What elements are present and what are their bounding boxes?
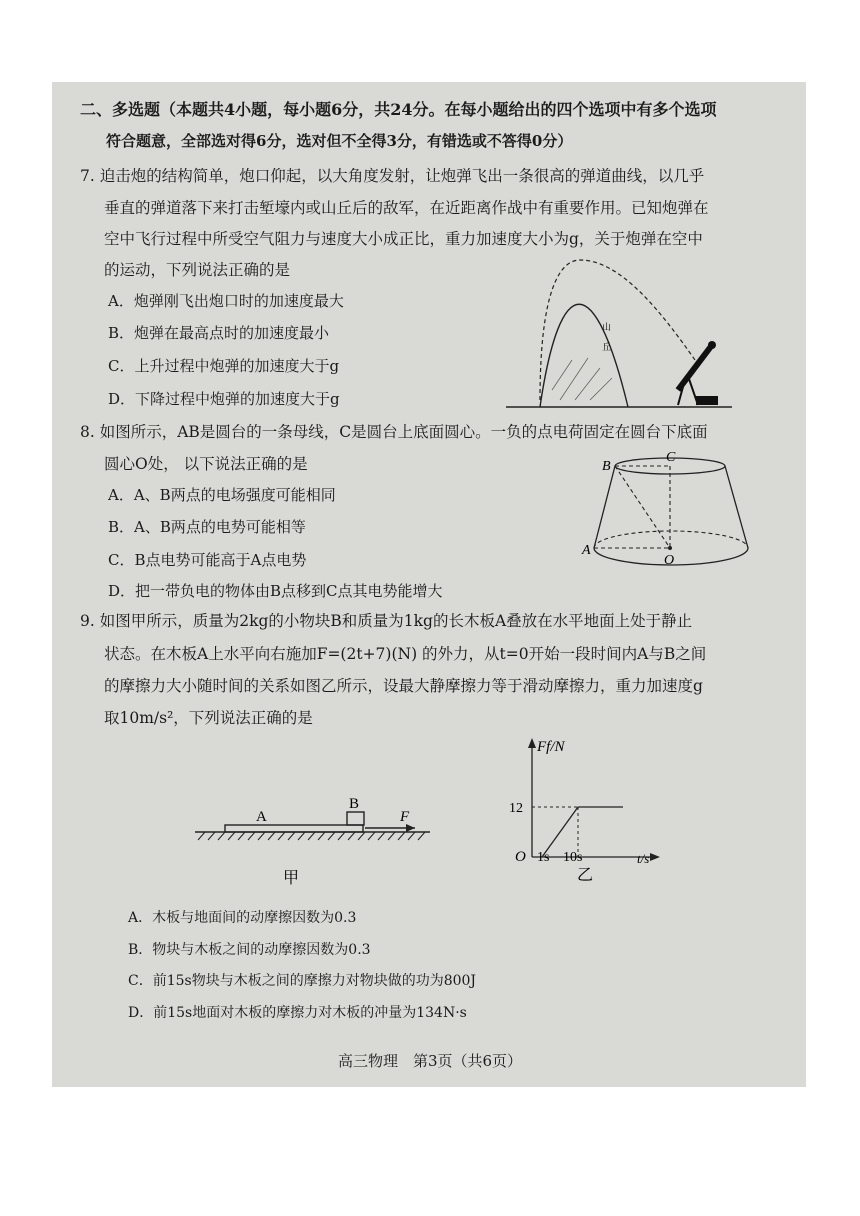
q9-figure-jia xyxy=(190,785,440,890)
x-tick-10s: 10s xyxy=(563,850,583,865)
hill-shading xyxy=(552,358,612,400)
q7-stem-line4: 的运动，下列说法正确的是 xyxy=(104,261,291,279)
section-header-line1: 二、多选题（本题共4小题，每小题6分，共24分。在每小题给出的四个选项中有多个选项 xyxy=(80,100,717,119)
q9-option-c: C．前15s物块与木板之间的摩擦力对物块做的功为800J xyxy=(128,973,477,989)
right-generatrix xyxy=(725,466,748,548)
label-A: A xyxy=(582,543,591,558)
page-footer: 高三物理 第3页（共6页） xyxy=(337,1052,523,1070)
x-axis-label: t/s xyxy=(637,851,650,866)
q9-figure-yi xyxy=(505,735,665,885)
y-tick-12: 12 xyxy=(509,801,523,816)
q9-option-a: A．木板与地面间的动摩擦因数为0.3 xyxy=(128,910,357,926)
q9-option-d: D．前15s地面对木板的摩擦力对木板的冲量为134N·s xyxy=(128,1005,467,1021)
origin-label: O xyxy=(515,849,526,865)
q7-option-c: C．上升过程中炮弹的加速度大于g xyxy=(108,357,340,375)
q9-option-b: B．物块与木板之间的动摩擦因数为0.3 xyxy=(128,942,371,958)
q7-option-b: B．炮弹在最高点时的加速度最小 xyxy=(108,324,330,342)
board-A xyxy=(225,825,363,832)
q8-stem-line2: 圆心O处， 以下说法正确的是 xyxy=(104,455,308,473)
q9-stem-line3: 的摩擦力大小随时间的关系如图乙所示，设最大静摩擦力等于滑动摩擦力，重力加速度g xyxy=(104,677,703,695)
y-axis-label: Ff/N xyxy=(537,739,565,755)
q7-stem-line1: 7. 迫击炮的结构简单，炮口仰起，以大角度发射，让炮弹飞出一条很高的弹道曲线，以几乎 xyxy=(80,167,705,185)
generatrix-AB xyxy=(594,466,615,548)
label-force-F: F xyxy=(400,809,410,825)
q8-option-c: C．B点电势可能高于A点电势 xyxy=(108,551,307,569)
q7-option-d: D．下降过程中炮弹的加速度大于g xyxy=(108,390,340,408)
q8-option-b: B．A、B两点的电势可能相等 xyxy=(108,518,306,536)
x-tick-1s: 1s xyxy=(537,850,550,865)
q9-stem-line1: 9. 如图甲所示，质量为2kg的小物块B和质量为1kg的长木板A叠放在水平地面上处于静止 xyxy=(80,612,693,630)
caption-yi: 乙 xyxy=(577,867,594,884)
caption-jia: 甲 xyxy=(283,870,300,887)
trajectory-dashed xyxy=(540,260,695,400)
hill-outline xyxy=(540,304,628,407)
label-C: C xyxy=(666,450,676,465)
q8-option-d: D．把一带负电的物体由B点移到C点其电势能增大 xyxy=(108,582,443,600)
hill-label-2: 丘 xyxy=(602,342,612,352)
hill-label-1: 山 xyxy=(602,322,612,332)
q9-stem-line4: 取10m/s²，下列说法正确的是 xyxy=(104,709,313,727)
bottom-back-arc xyxy=(594,531,748,548)
line-BO xyxy=(615,466,670,548)
q8-option-a: A．A、B两点的电场强度可能相同 xyxy=(108,486,336,504)
label-board-A: A xyxy=(256,809,267,825)
q8-frustum-figure xyxy=(580,450,755,585)
label-B: B xyxy=(602,459,611,474)
q9-stem-line2: 状态。在木板A上水平向右施加F=(2t+7)(N) 的外力，从t=0开始一段时间内A与B之间 xyxy=(104,645,707,663)
q7-stem-line3: 空中飞行过程中所受空气阻力与速度大小成正比，重力加速度大小为g，关于炮弹在空中 xyxy=(104,230,703,248)
floor-hatching xyxy=(198,832,425,840)
q7-mortar-figure xyxy=(500,250,740,415)
label-block-B: B xyxy=(349,796,360,812)
mortar-icon xyxy=(678,341,718,405)
q7-stem-line2: 垂直的弹道落下来打击堑壕内或山丘后的敌军，在近距离作战中有重要作用。已知炮弹在 xyxy=(104,199,709,217)
q8-stem-line1: 8. 如图所示，AB是圆台的一条母线，C是圆台上底面圆心。一负的点电荷固定在圆台下底面 xyxy=(80,423,708,441)
label-O: O xyxy=(664,553,675,568)
q7-option-a: A．炮弹刚飞出炮口时的加速度最大 xyxy=(108,292,344,310)
block-B xyxy=(347,812,364,825)
section-header-line2: 符合题意，全部选对得6分，选对但不全得3分，有错选或不答得0分） xyxy=(106,132,573,150)
